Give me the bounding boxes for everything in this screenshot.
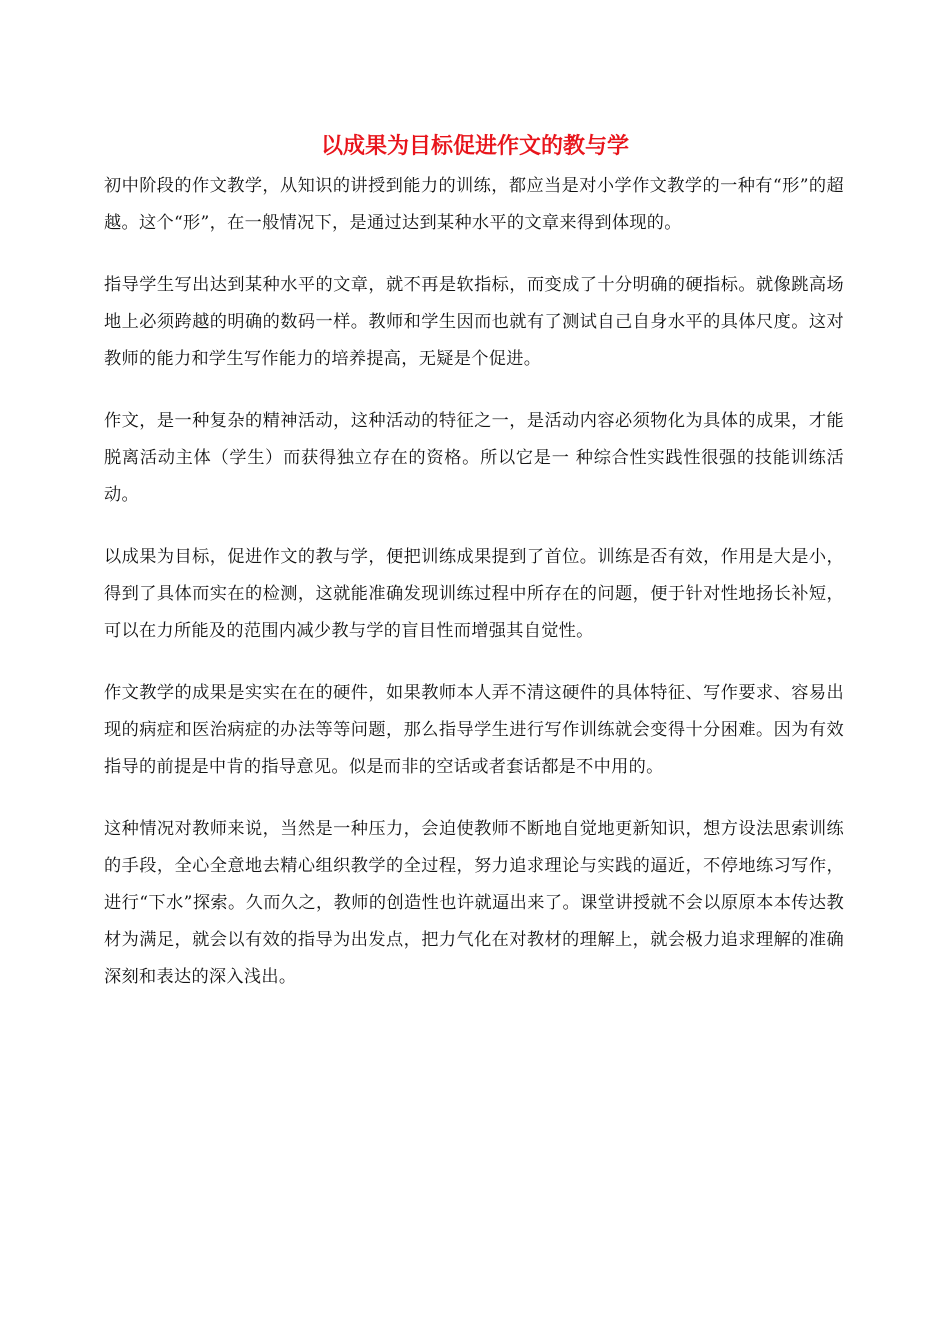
paragraph-3: 作文，是一种复杂的精神活动，这种活动的特征之一，是活动内容必须物化为具体的成果，才能脱离活动主体（学生）而获得独立存在的资格。所以它是一 种综合性实践性很强的技能训练活动。 — [104, 411, 844, 505]
document-body — [104, 168, 844, 1021]
paragraph-1: 初中阶段的作文教学，从知识的讲授到能力的训练，都应当是对小学作文教学的一种有“形”的超越。这个“形”，在一般情况下，是通过达到某种水平的文章来得到体现的。 — [104, 176, 844, 233]
paragraph-6: 这种情况对教师来说，当然是一种压力，会迫使教师不断地自觉地更新知识，想方设法思索训练的手段，全心全意地去精心组织教学的全过程，努力追求理论与实践的逼近，不停地练习写作，进行“下水”探索。久而久之，教师的创造性也许就逼出来了。课堂讲授就不会以原原本本传达教材为满足，就会以有效的指导为出发点，把力气化在对教材的理解上，就会极力追求理解的准确深刻和表达的深入浅出。 — [104, 819, 844, 987]
document-title: 以成果为目标促进作文的教与学 — [320, 132, 629, 159]
paragraph-4: 以成果为目标，促进作文的教与学，便把训练成果提到了首位。训练是否有效，作用是大是小，得到了具体而实在的检测，这就能准确发现训练过程中所存在的问题，便于针对性地扬长补短，可以在力所能及的范围内减少教与学的盲目性而增强其自觉性。 — [104, 547, 844, 641]
paragraph-2: 指导学生写出达到某种水平的文章，就不再是软指标，而变成了十分明确的硬指标。就像跳高场地上必须跨越的明确的数码一样。教师和学生因而也就有了测试自己自身水平的具体尺度。这对教师的能力和学生写作能力的培养提高，无疑是个促进。 — [104, 275, 844, 369]
paragraph-5: 作文教学的成果是实实在在的硬件，如果教师本人弄不清这硬件的具体特征、写作要求、容易出现的病症和医治病症的办法等等问题，那么指导学生进行写作训练就会变得十分困难。因为有效指导的前提是中肯的指导意见。似是而非的空话或者套话都是不中用的。 — [104, 683, 844, 777]
